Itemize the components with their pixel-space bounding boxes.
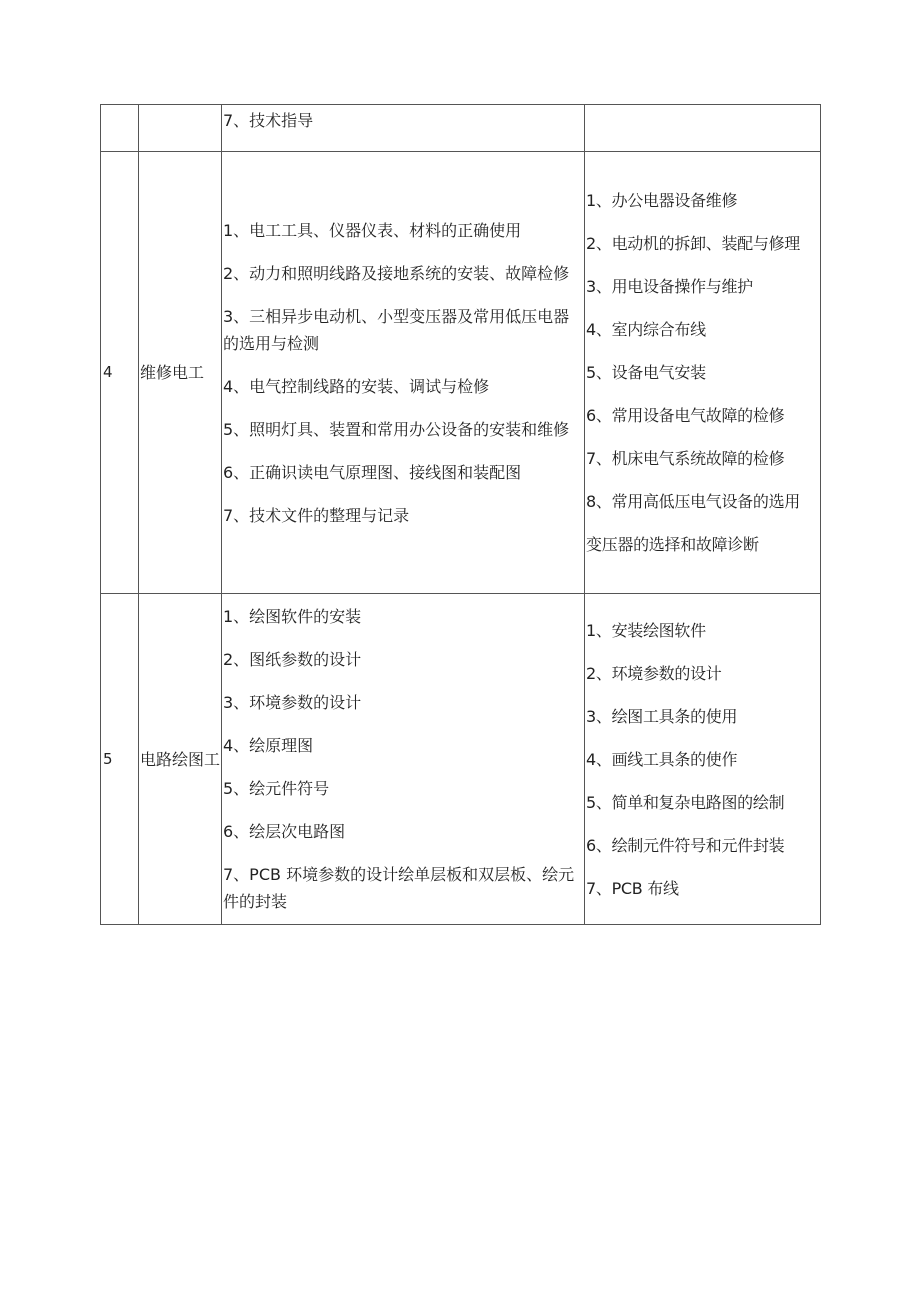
training-item: 3、用电设备操作与维护	[586, 277, 753, 296]
row-number-cell	[101, 105, 139, 152]
table-row	[101, 105, 821, 152]
training-item: 2、环境参数的设计	[586, 663, 722, 683]
course-table	[100, 104, 821, 925]
table-row	[101, 152, 821, 594]
training-item: 4、画线工具条的使作	[586, 749, 738, 769]
training-item: 8、常用高低压电气设备的选用	[586, 492, 800, 511]
row-number-cell: 4	[101, 152, 139, 594]
content-item: 1、电工工具、仪器仪表、材料的正确使用	[223, 220, 522, 240]
table-row	[101, 594, 821, 925]
content-item: 7、技术指导	[223, 111, 314, 130]
content-item: 6、正确识读电气原理图、接线图和装配图	[223, 462, 522, 482]
content-item: 2、图纸参数的设计	[223, 650, 362, 669]
training-cell	[585, 152, 821, 594]
training-item: 5、设备电气安装	[586, 363, 706, 382]
training-item: 2、电动机的拆卸、装配与修理	[586, 234, 800, 253]
content-item: 5、绘元件符号	[223, 779, 330, 798]
content-item: 6、绘层次电路图	[223, 822, 346, 841]
training-item: 6、绘制元件符号和元件封装	[586, 835, 785, 855]
job-name-cell: 维修电工	[139, 152, 222, 594]
training-item: 6、常用设备电气故障的检修	[586, 406, 785, 425]
content-cell	[222, 594, 585, 925]
training-cell	[585, 594, 821, 925]
content-item: 3、三相异步电动机、小型变压器及常用低压电器的选用与检测	[223, 306, 570, 353]
training-item: 5、简单和复杂电路图的绘制	[586, 792, 785, 812]
training-cell	[585, 105, 821, 152]
content-item: 2、动力和照明线路及接地系统的安装、故障检修	[223, 263, 570, 283]
training-item: 1、安装绘图软件	[586, 620, 706, 640]
training-item: 3、绘图工具条的使用	[586, 706, 738, 726]
content-item: 5、照明灯具、装置和常用办公设备的安装和维修	[223, 419, 570, 439]
content-item: 7、技术文件的整理与记录	[223, 505, 410, 525]
content-item: 7、PCB 环境参数的设计绘单层板和双层板、绘元件的封装	[223, 865, 575, 911]
content-item: 4、电气控制线路的安装、调试与检修	[223, 376, 490, 396]
content-item: 4、绘原理图	[223, 736, 314, 755]
content-cell	[222, 152, 585, 594]
training-item: 7、PCB 布线	[586, 878, 679, 898]
job-name-cell	[139, 105, 222, 152]
training-item: 4、室内综合布线	[586, 320, 706, 339]
content-item: 1、绘图软件的安装	[223, 607, 362, 626]
training-item: 变压器的选择和故障诊断	[586, 535, 759, 554]
row-number-cell: 5	[101, 594, 139, 925]
job-name-cell: 电路绘图工	[139, 594, 222, 925]
training-item: 7、机床电气系统故障的检修	[586, 449, 785, 468]
training-item: 1、办公电器设备维修	[586, 191, 738, 210]
content-cell	[222, 105, 585, 152]
content-item: 3、环境参数的设计	[223, 693, 362, 712]
